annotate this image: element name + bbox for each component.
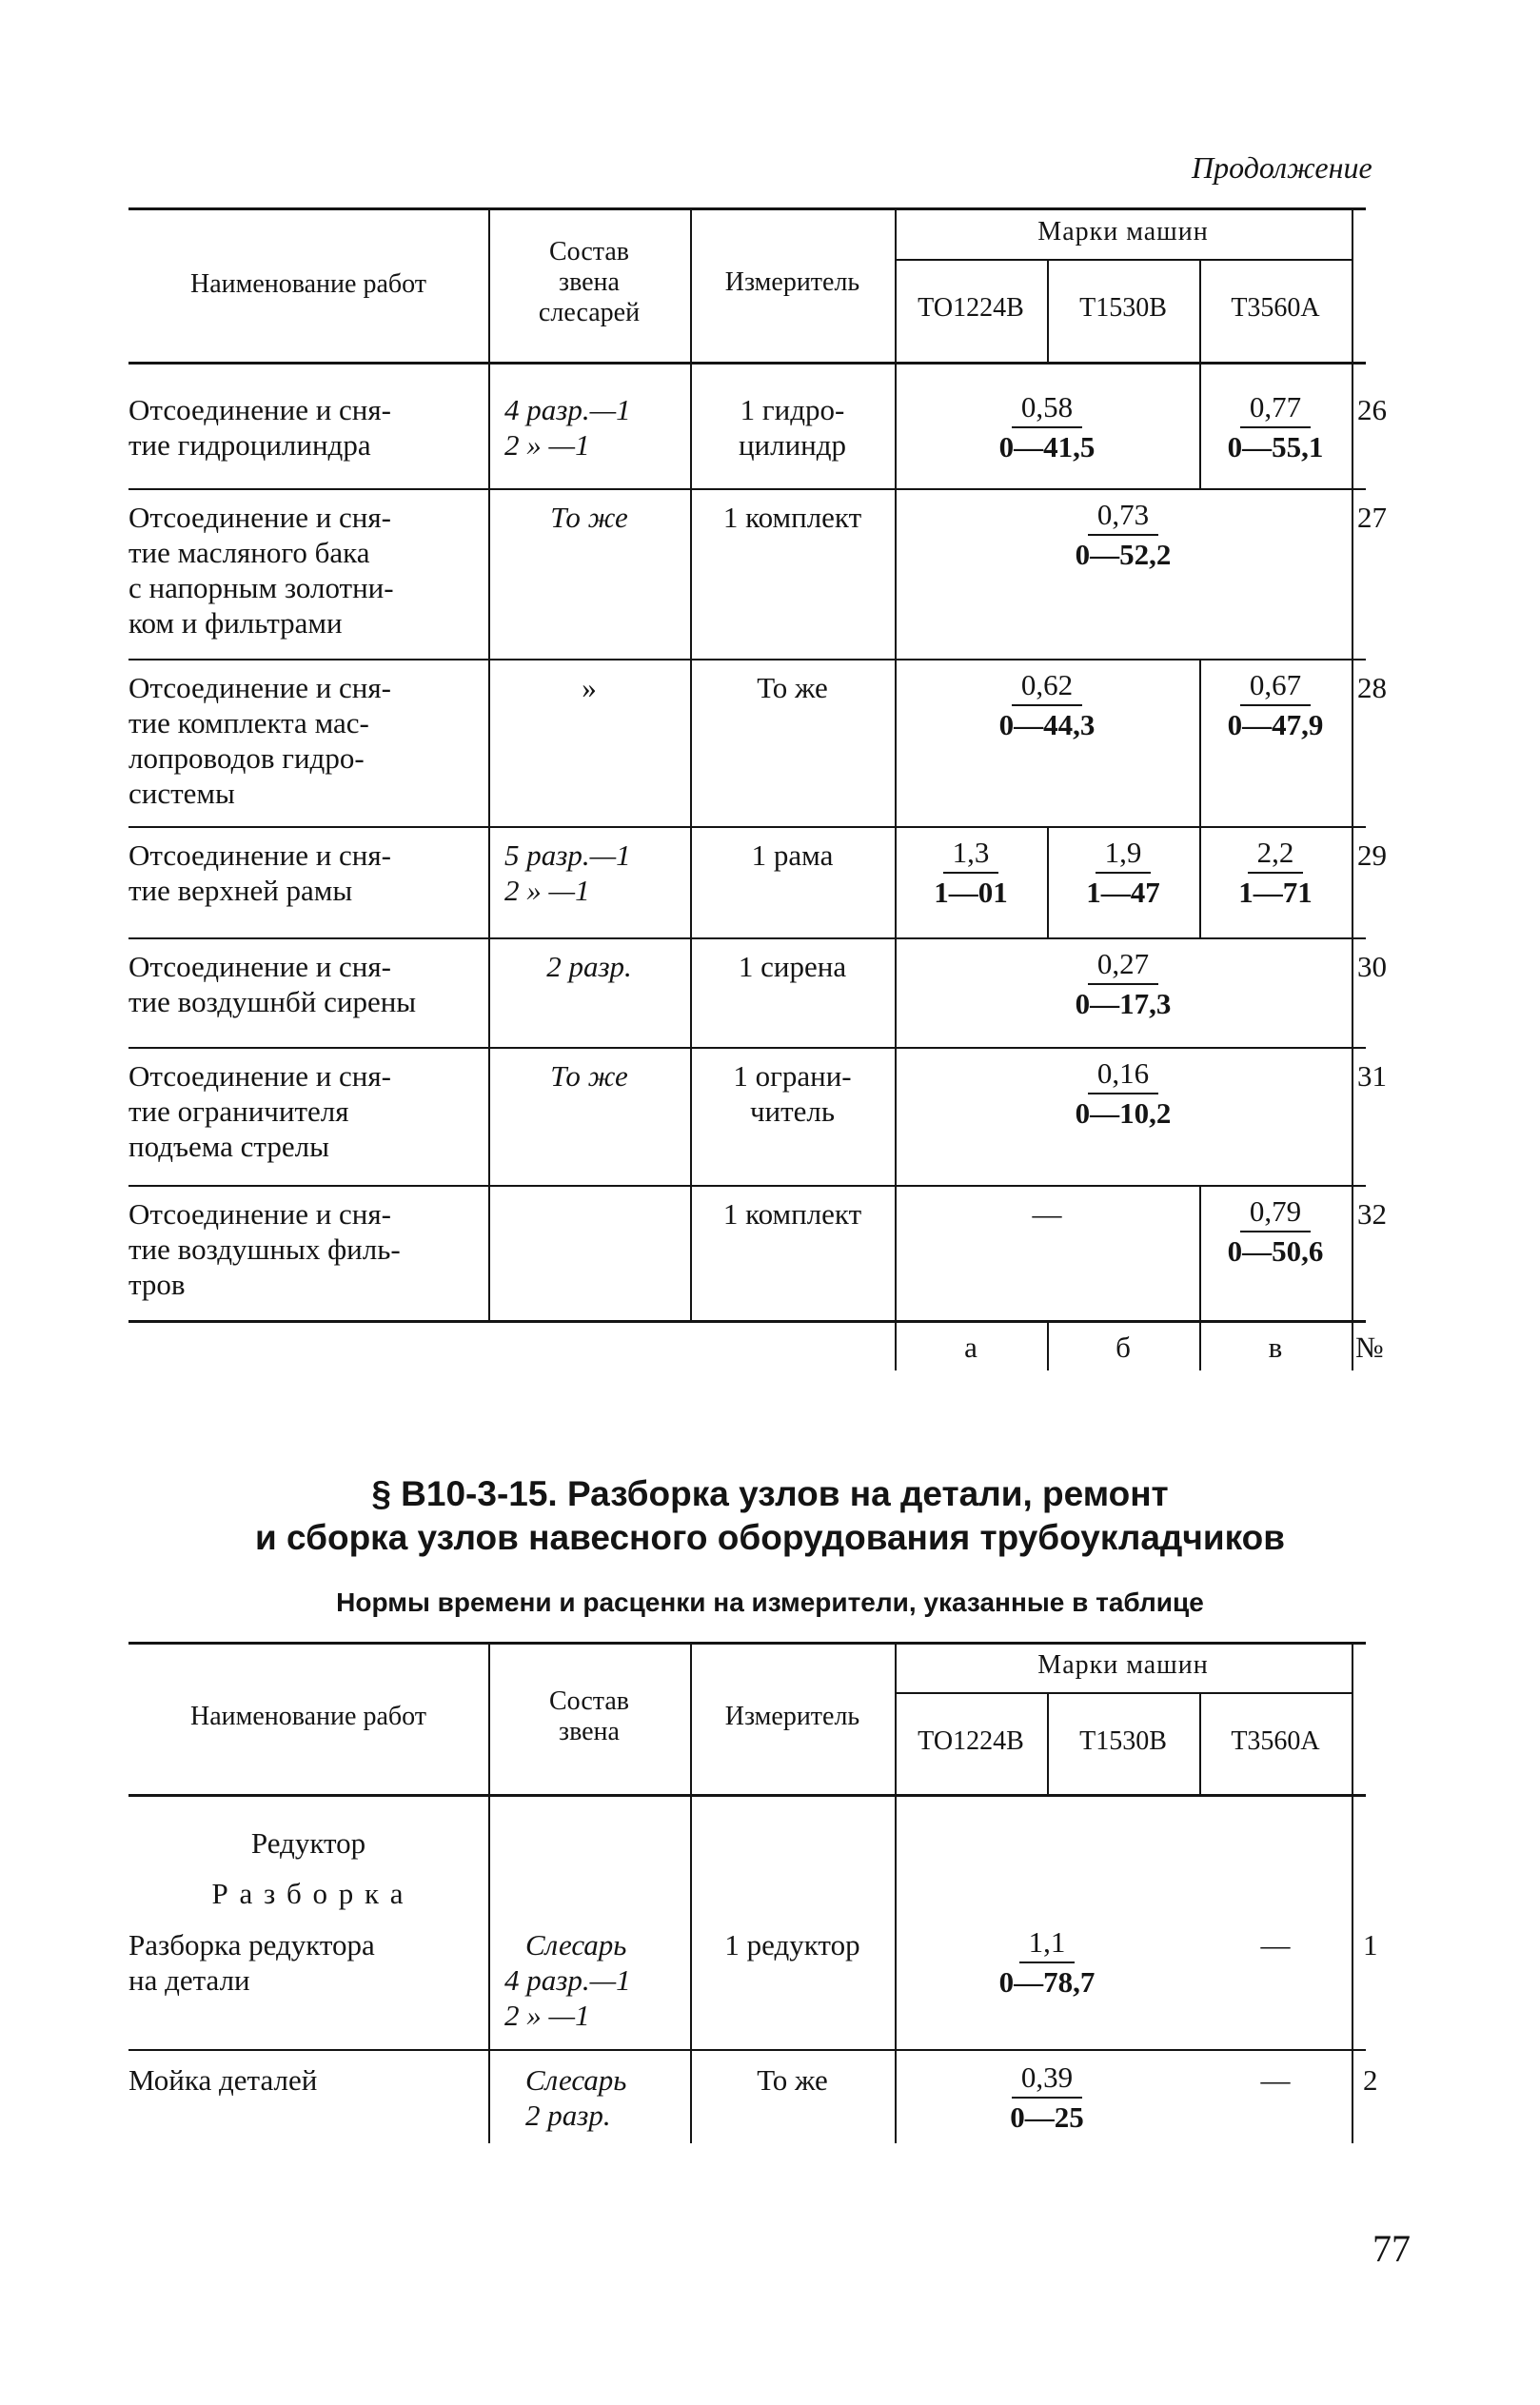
norm-rate-fraction: $\frac{1,9}{1—47}$ [1086, 836, 1160, 909]
unit: 1 гидро- цилиндр [738, 393, 847, 462]
table1-row-rule [128, 659, 1366, 660]
norm-rate-fraction: $\frac{1,3}{1—01}$ [934, 836, 1008, 909]
table1-row-rule [128, 1185, 1366, 1187]
norm-rate-fraction: $\frac{1,1}{0—78,7}$ [998, 1925, 1096, 1999]
work-name: Отсоединение и сня- тие ограничителя подъема стрелы [128, 1059, 391, 1163]
subgroup-heading: Р а з б о р к а [211, 1877, 405, 1910]
page-number: 77 [1372, 2227, 1411, 2270]
table2-top-rule [128, 1642, 1366, 1645]
unit: 1 ограни- читель [733, 1059, 852, 1128]
empty-value-dash: — [1260, 1928, 1291, 1961]
table1-col-divider [1352, 207, 1353, 1370]
table1-header-brand-3: Т3560А [1231, 293, 1320, 323]
work-name: Разборка редуктора на детали [128, 1928, 375, 1997]
table2-brands-rule [895, 1692, 1353, 1694]
norm-rate-fraction: $\frac{0,79}{0—50,6}$ [1227, 1194, 1324, 1268]
table2-header-rule [128, 1794, 1366, 1797]
table2-header-unit: Измеритель [724, 1702, 860, 1731]
unit: 1 комплект [722, 501, 862, 534]
table1-bottom-rule [128, 1320, 1366, 1323]
norm-rate-fraction: $\frac{0,27}{0—17,3}$ [1075, 947, 1172, 1020]
work-name: Отсоединение и сня- тие воздушных филь- тров [128, 1197, 401, 1301]
unit: То же [757, 2063, 828, 2097]
crew: Слесарь 2 разр. [525, 2063, 627, 2132]
crew: 5 разр.—1 2 » —1 [504, 838, 631, 907]
table1-header-unit: Измеритель [724, 267, 860, 297]
section-title-line-2: и сборка узлов навесного оборудования трубоукладчиков [255, 1518, 1285, 1557]
row-number: 1 [1363, 1928, 1378, 1961]
work-name: Отсоединение и сня- тие верхней рамы [128, 838, 391, 907]
work-name: Отсоединение и сня- тие масляного бака с напорным золотни- ком и фильтрами [128, 501, 394, 640]
row-number: 30 [1357, 950, 1387, 983]
row-number: 27 [1357, 501, 1387, 534]
table2-col-divider [1352, 1642, 1353, 2143]
empty-value-dash: — [1260, 2063, 1291, 2097]
unit: 1 комплект [722, 1197, 862, 1231]
unit: 1 сирена [738, 950, 847, 983]
crew: 2 разр. [546, 950, 632, 983]
table1-row-rule [128, 488, 1366, 490]
table1-brands-rule [895, 259, 1353, 261]
table1-header-brand-1: ТО1224В [918, 293, 1024, 323]
table1-header-crew: Состав звена слесарей [538, 237, 641, 327]
unit: То же [757, 671, 828, 704]
unit: 1 редуктор [724, 1928, 860, 1961]
table2-header-brand-3: Т3560А [1231, 1726, 1320, 1756]
work-name: Отсоединение и сня- тие комплекта мас- лопроводов гидро- системы [128, 671, 391, 810]
column-label-b: б [1116, 1331, 1131, 1364]
row-number: 2 [1363, 2063, 1378, 2097]
table2-header-name: Наименование работ [190, 1702, 426, 1731]
table2-header-brands: Марки машин [1037, 1650, 1209, 1680]
table2-header-brand-1: ТО1224В [918, 1726, 1024, 1756]
work-name: Отсоединение и сня- тие гидроцилиндра [128, 393, 391, 462]
norm-rate-fraction: $\frac{0,67}{0—47,9}$ [1227, 668, 1324, 741]
table1-row-rule [128, 826, 1366, 828]
row-number: 28 [1357, 671, 1387, 704]
table2-row-rule [128, 2049, 1366, 2051]
norm-rate-fraction: $\frac{0,16}{0—10,2}$ [1075, 1056, 1172, 1130]
crew: » [582, 671, 597, 704]
norm-rate-fraction: $\frac{0,77}{0—55,1}$ [1227, 390, 1324, 463]
empty-value-dash: — [1032, 1197, 1062, 1231]
table1-col-divider [488, 207, 490, 1322]
column-label-number: № [1355, 1331, 1384, 1364]
norm-rate-fraction: $\frac{0,62}{0—44,3}$ [998, 668, 1096, 741]
group-heading: Редуктор [250, 1826, 366, 1860]
norm-rate-fraction: $\frac{0,73}{0—52,2}$ [1075, 498, 1172, 571]
row-number: 29 [1357, 838, 1387, 872]
row-number: 26 [1357, 393, 1387, 426]
row-number: 32 [1357, 1197, 1387, 1231]
table1-top-rule [128, 207, 1366, 210]
work-name: Мойка деталей [128, 2063, 318, 2097]
row-number: 31 [1357, 1059, 1387, 1093]
table1-col-divider [690, 207, 692, 1322]
unit: 1 рама [751, 838, 834, 872]
table1-header-brands: Марки машин [1037, 217, 1209, 246]
table1-header-brand-2: Т1530В [1079, 293, 1167, 323]
column-label-a: а [964, 1331, 977, 1364]
table1-header-rule [128, 362, 1366, 365]
crew: 4 разр.—1 2 » —1 [504, 393, 631, 462]
crew: То же [550, 1059, 628, 1093]
crew: То же [550, 501, 628, 534]
continuation-label: Продолжение [1192, 150, 1372, 185]
table2-header-crew: Состав звена [548, 1686, 630, 1746]
table1-row-rule [128, 937, 1366, 939]
norm-rate-fraction: $\frac{2,2}{1—71}$ [1238, 836, 1313, 909]
work-name: Отсоединение и сня- тие воздушнбй сирены [128, 950, 417, 1018]
table2-header-brand-2: Т1530В [1079, 1726, 1167, 1756]
column-label-v: в [1268, 1331, 1283, 1364]
table1-header-name: Наименование работ [190, 269, 426, 299]
table1-row-rule [128, 1047, 1366, 1049]
norm-rate-fraction: $\frac{0,39}{0—25}$ [1010, 2060, 1084, 2134]
crew: Слесарь 4 разр.—1 2 » —1 [504, 1928, 631, 2032]
section-subtitle: Нормы времени и расценки на измерители, указанные в таблице [336, 1587, 1204, 1617]
section-title-line-1: § В10-3-15. Разборка узлов на детали, ремонт [371, 1474, 1169, 1513]
norm-rate-fraction: $\frac{0,58}{0—41,5}$ [998, 390, 1096, 463]
